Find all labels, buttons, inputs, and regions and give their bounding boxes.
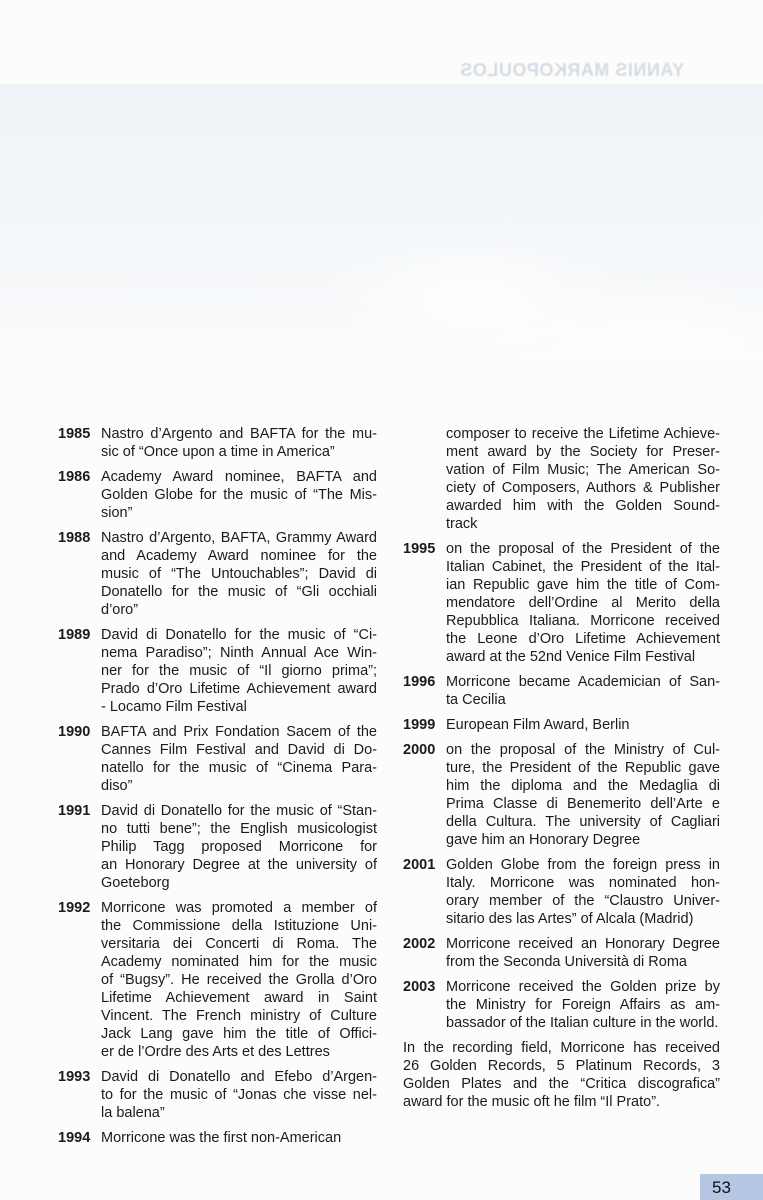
award-year: 2000	[403, 742, 436, 758]
award-line: Jack Lang gave him the title of Offici-	[101, 1026, 377, 1042]
page-number-box	[700, 1174, 763, 1200]
award-line: sitario des las Artes” of Alcala (Madrid)	[446, 911, 694, 927]
award-line: nema Paradiso”; Ninth Annual Ace Win-	[101, 645, 377, 661]
award-year: 1996	[403, 674, 436, 690]
closing-line: In the recording field, Morricone has received	[403, 1040, 720, 1056]
award-entry	[58, 1068, 377, 1122]
award-line: orary member of the “Claustro Univer-	[446, 893, 720, 909]
award-year: 2001	[403, 857, 436, 873]
award-entry	[403, 716, 720, 734]
award-line: of “Bugsy”. He received the Grolla d’Oro	[101, 972, 377, 988]
award-line: la balena”	[101, 1105, 165, 1121]
award-line: Cannes Film Festival and David di Do-	[101, 742, 377, 758]
award-line: an Honorary Degree at the university of	[101, 857, 377, 873]
award-line: Goeteborg	[101, 875, 170, 891]
award-line: the Commissione della Istituzione Uni-	[101, 918, 377, 934]
closing-line: award for the music oft he film “Il Prato”.	[403, 1094, 661, 1110]
award-entry	[58, 626, 377, 716]
award-entry	[58, 529, 377, 619]
award-line: David di Donatello for the music of “Stan-	[101, 803, 377, 819]
award-line: Italy. Morricone was nominated hon-	[446, 875, 720, 891]
award-line: awarded him with the Golden Sound-	[446, 498, 720, 514]
award-line: Nastro d’Argento, BAFTA, Grammy Award	[101, 530, 377, 546]
award-line: on the proposal of the President of the	[446, 541, 720, 557]
award-line: Morricone was the first non-American	[101, 1130, 342, 1146]
award-line: Morricone became Academician of San-	[446, 674, 720, 690]
award-line: music of “The Untouchables”; David di	[101, 566, 377, 582]
page-number: 53	[712, 1178, 731, 1197]
award-entry	[58, 723, 377, 795]
award-line: sic of “Once upon a time in America”	[101, 444, 335, 460]
award-entry	[403, 425, 720, 533]
award-entry	[58, 1129, 377, 1147]
awards-column-left	[58, 425, 377, 1154]
award-line: Prima Classe di Benemerito dell’Arte e	[446, 796, 720, 812]
award-entry	[58, 802, 377, 892]
award-entry	[403, 741, 720, 849]
award-line: gave him an Honorary Degree	[446, 832, 641, 848]
award-line: David di Donatello and Efebo d’Argen-	[101, 1069, 377, 1085]
award-line: Morricone received the Golden prize by	[446, 979, 720, 995]
award-year: 1991	[58, 803, 91, 819]
award-line: Golden Globe from the foreign press in	[446, 857, 720, 873]
award-line: Italian Cabinet, the President of the Ital-	[446, 559, 720, 575]
award-entry	[58, 899, 377, 1061]
award-line: Morricone was promoted a member of	[101, 900, 377, 916]
award-entry	[403, 856, 720, 928]
awards-column-right	[403, 425, 720, 1111]
award-line: the Leone d’Oro Lifetime Achievement	[446, 631, 720, 647]
award-line: ciety of Composers, Authors & Publisher	[446, 480, 720, 496]
closing-paragraph	[403, 1039, 720, 1111]
award-line: Academy Award nominee, BAFTA and	[101, 469, 377, 485]
award-line: d’oro”	[101, 602, 139, 618]
award-year: 1985	[58, 426, 91, 442]
award-line: Donatello for the music of “Gli occhiali	[101, 584, 377, 600]
award-line: natello for the music of “Cinema Para-	[101, 760, 377, 776]
award-line: no tutti bene”; the English musicologist	[101, 821, 377, 837]
award-line: Repubblica Italiana. Morricone received	[446, 613, 720, 629]
award-line: European Film Award, Berlin	[446, 717, 630, 733]
award-line: Academy nominated him for the music	[101, 954, 377, 970]
award-line: - Locamo Film Festival	[101, 699, 247, 715]
award-year: 1999	[403, 717, 436, 733]
award-line: to for the music of “Jonas che visse nel-	[101, 1087, 377, 1103]
award-entry	[58, 468, 377, 522]
award-line: ment award by the Society for Preser-	[446, 444, 720, 460]
award-line: mendatore dell’Ordine al Merito della	[446, 595, 720, 611]
award-year: 2002	[403, 936, 436, 952]
award-line: Nastro d’Argento and BAFTA for the mu-	[101, 426, 377, 442]
closing-line: 26 Golden Records, 5 Platinum Records, 3	[403, 1058, 720, 1074]
award-line: award at the 52nd Venice Film Festival	[446, 649, 696, 665]
award-line: the Ministry for Foreign Affairs as am-	[446, 997, 720, 1013]
award-line: Golden Globe for the music of “The Mis-	[101, 487, 377, 503]
award-line: sion”	[101, 505, 133, 521]
award-year: 1989	[58, 627, 91, 643]
award-entry	[403, 540, 720, 666]
award-year: 1992	[58, 900, 91, 916]
award-entry	[403, 978, 720, 1032]
award-line: from the Seconda Università di Roma	[446, 954, 687, 970]
award-line: David di Donatello for the music of “Ci-	[101, 627, 377, 643]
award-line: ian Republic gave him the title of Com-	[446, 577, 720, 593]
ghost-showthrough-title: YANNIS MARKOPOULOS	[459, 60, 685, 80]
award-year: 1993	[58, 1069, 91, 1085]
award-line: versitaria dei Concerti di Roma. The	[101, 936, 377, 952]
award-line: and Academy Award nominee for the	[101, 548, 377, 564]
award-line: BAFTA and Prix Fondation Sacem of the	[101, 724, 377, 740]
award-entry	[58, 425, 377, 461]
award-line: Prado d’Oro Lifetime Achievement award	[101, 681, 377, 697]
award-year: 1986	[58, 469, 91, 485]
award-line: bassador of the Italian culture in the world.	[446, 1015, 719, 1031]
award-line: on the proposal of the Ministry of Cul-	[446, 742, 720, 758]
award-line: Lifetime Achievement award in Saint	[101, 990, 377, 1006]
award-line: Vincent. The French ministry of Culture	[101, 1008, 377, 1024]
award-line: diso”	[101, 778, 133, 794]
award-line: ner for the music of “Il giorno prima”;	[101, 663, 377, 679]
award-line: er de l’Ordre des Arts et des Lettres	[101, 1044, 330, 1060]
award-line: Philip Tagg proposed Morricone for	[101, 839, 377, 855]
award-entry	[403, 673, 720, 709]
award-line: him the diploma and the Medaglia di	[446, 778, 720, 794]
award-year: 1988	[58, 530, 91, 546]
award-line: Morricone received an Honorary Degree	[446, 936, 720, 952]
award-line: ture, the President of the Republic gave	[446, 760, 720, 776]
closing-line: Golden Plates and the “Critica discografica”	[403, 1076, 720, 1092]
award-line: ta Cecilia	[446, 692, 506, 708]
award-line: della Cultura. The university of Cagliari	[446, 814, 720, 830]
award-year: 2003	[403, 979, 436, 995]
award-year: 1994	[58, 1130, 91, 1146]
award-year: 1995	[403, 541, 436, 557]
award-line: vation of Film Music; The American So-	[446, 462, 720, 478]
award-entry	[403, 935, 720, 971]
award-line: track	[446, 516, 478, 532]
award-year: 1990	[58, 724, 91, 740]
ghost-image-band	[0, 84, 763, 358]
award-line: composer to receive the Lifetime Achieve-	[446, 426, 720, 442]
